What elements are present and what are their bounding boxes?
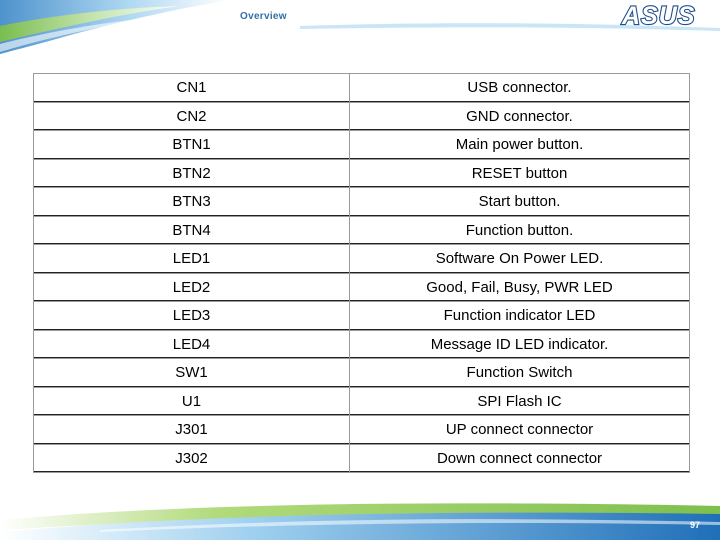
component-description-cell: RESET button bbox=[350, 159, 690, 188]
table-row bbox=[34, 444, 690, 473]
component-description-cell: USB connector. bbox=[350, 74, 690, 103]
table-row bbox=[34, 359, 690, 388]
component-ref-cell: CN1 bbox=[34, 74, 350, 103]
component-description-cell: GND connector. bbox=[350, 102, 690, 131]
component-ref-cell: LED4 bbox=[34, 330, 350, 359]
component-ref-cell: J302 bbox=[34, 444, 350, 473]
asus-logo-text: ASUS bbox=[622, 4, 696, 26]
page-number: 97 bbox=[690, 520, 701, 530]
component-description-cell: Good, Fail, Busy, PWR LED bbox=[350, 273, 690, 302]
component-description-cell: SPI Flash IC bbox=[350, 387, 690, 416]
footer-swoosh bbox=[0, 490, 720, 540]
table-row bbox=[34, 330, 690, 359]
table-row bbox=[34, 387, 690, 416]
header-swoosh bbox=[0, 0, 720, 60]
component-ref-cell: LED1 bbox=[34, 245, 350, 274]
component-ref-cell: CN2 bbox=[34, 102, 350, 131]
component-description-cell: Function Switch bbox=[350, 359, 690, 388]
component-ref-cell: LED2 bbox=[34, 273, 350, 302]
component-ref-cell: BTN4 bbox=[34, 216, 350, 245]
slide-title: Overview bbox=[240, 11, 287, 22]
component-description-cell: Software On Power LED. bbox=[350, 245, 690, 274]
table-row bbox=[34, 416, 690, 445]
component-description-cell: Function indicator LED bbox=[350, 302, 690, 331]
table-row bbox=[34, 159, 690, 188]
component-description-cell: Start button. bbox=[350, 188, 690, 217]
component-ref-cell: BTN1 bbox=[34, 131, 350, 160]
table-row bbox=[34, 245, 690, 274]
table-row bbox=[34, 302, 690, 331]
component-table bbox=[33, 73, 690, 473]
component-ref-cell: BTN2 bbox=[34, 159, 350, 188]
table-row bbox=[34, 102, 690, 131]
table-row bbox=[34, 273, 690, 302]
component-ref-cell: BTN3 bbox=[34, 188, 350, 217]
table-row bbox=[34, 131, 690, 160]
asus-logo bbox=[620, 4, 712, 26]
table-row bbox=[34, 188, 690, 217]
component-ref-cell: LED3 bbox=[34, 302, 350, 331]
component-description-cell: Function button. bbox=[350, 216, 690, 245]
table-row bbox=[34, 74, 690, 103]
component-description-cell: UP connect connector bbox=[350, 416, 690, 445]
component-description-cell: Down connect connector bbox=[350, 444, 690, 473]
component-ref-cell: SW1 bbox=[34, 359, 350, 388]
component-description-cell: Main power button. bbox=[350, 131, 690, 160]
component-ref-cell: U1 bbox=[34, 387, 350, 416]
component-description-cell: Message ID LED indicator. bbox=[350, 330, 690, 359]
component-ref-cell: J301 bbox=[34, 416, 350, 445]
table-row bbox=[34, 216, 690, 245]
component-table-body bbox=[34, 74, 690, 473]
